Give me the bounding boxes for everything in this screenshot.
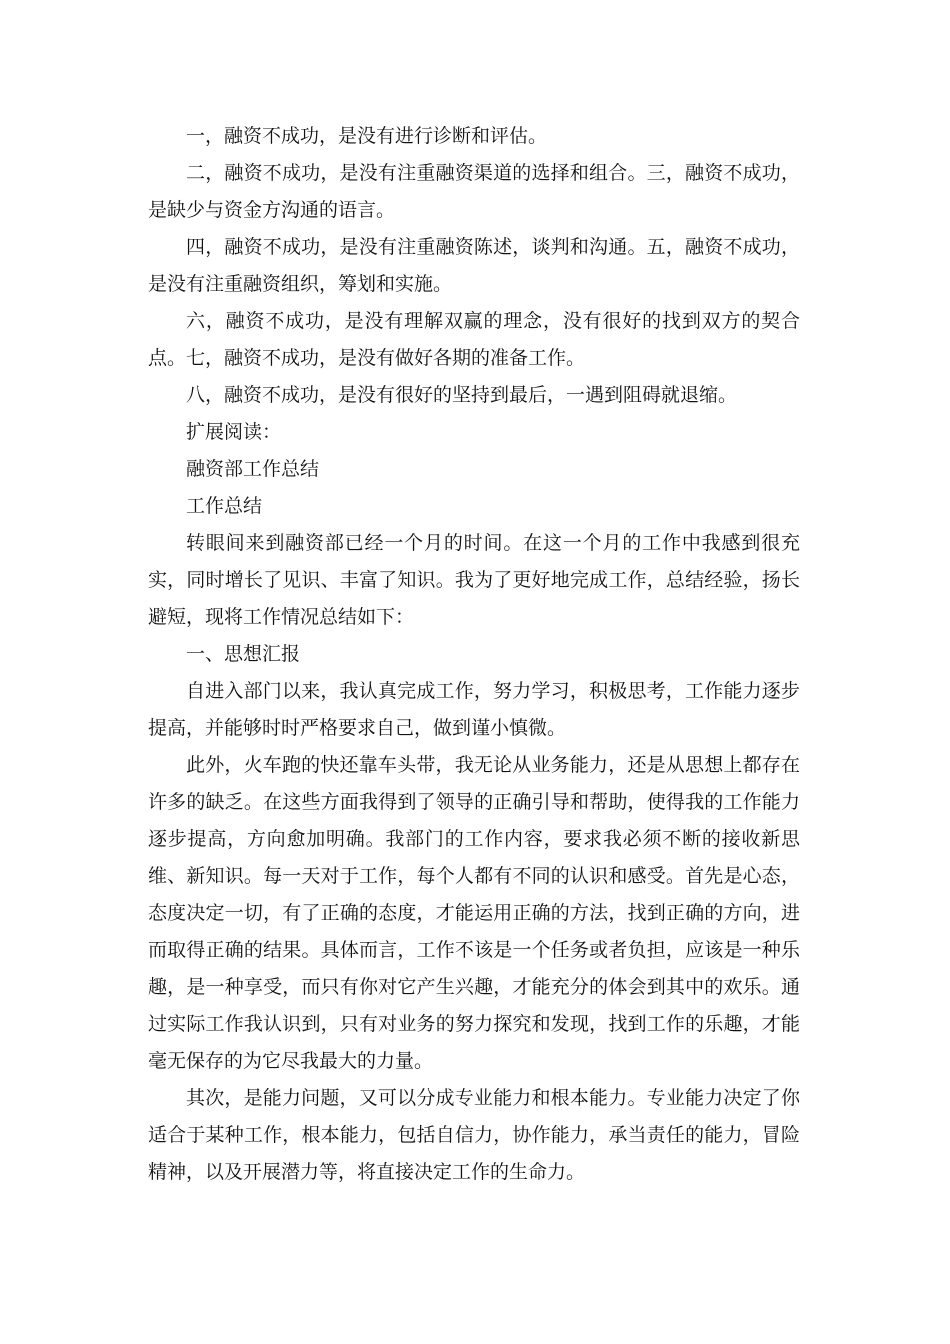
paragraph-since-joining: 自进入部门以来，我认真完成工作，努力学习，积极思考，工作能力逐步提高，并能够时时严格要求自己，做到谨小慎微。 xyxy=(148,680,800,739)
paragraph-5: 八，融资不成功，是没有很好的坚持到最后，一遇到阻碍就退缩。 xyxy=(186,384,738,406)
paragraph-moreover: 此外，火车跑的快还靠车头带，我无论从业务能力，还是从思想上都存在许多的缺乏。在这些方面我得到了领导的正确引导和帮助，使得我的工作能力逐步提高，方向愈加明确。我部门的工作内容，要求我必须不断的接收新思维、新知识。每一天对于工作，每个人都有不同的认识和感受。首先是心态，态度决定一切，有了正确的态度，才能运用正确的方法，找到正确的方向，进而取得正确的结果。具体而言，工作不该是一个任务或者负担，应该是一种乐趣，是一种享受，而只有你对它产生兴趣，才能充分的体会到其中的欢乐。通过实际工作我认识到，只有对业务的努力探究和发现，找到工作的乐趣，才能毫无保存的为它尽我最大的力量。 xyxy=(148,754,800,1072)
section-title: 融资部工作总结 xyxy=(186,458,320,480)
paragraph-3: 四，融资不成功，是没有注重融资陈述，谈判和沟通。五，融资不成功，是没有注重融资组织，筹划和实施。 xyxy=(148,236,800,295)
paragraph-intro: 转眼间来到融资部已经一个月的时间。在这一个月的工作中我感到很充实，同时增长了见识、丰富了知识。我为了更好地完成工作，总结经验，扬长避短，现将工作情况总结如下： xyxy=(148,532,800,628)
subsection-title: 工作总结 xyxy=(186,495,263,517)
heading-thought-report: 一、思想汇报 xyxy=(186,643,301,665)
paragraph-4: 六，融资不成功，是没有理解双赢的理念，没有很好的找到双方的契合点。七，融资不成功，是没有做好各期的准备工作。 xyxy=(148,310,800,369)
paragraph-2: 二，融资不成功，是没有注重融资渠道的选择和组合。三，融资不成功，是缺少与资金方沟通的语言。 xyxy=(148,162,800,221)
extended-reading-label: 扩展阅读： xyxy=(186,421,282,443)
document-page xyxy=(148,118,800,1191)
paragraph-secondly: 其次，是能力问题，又可以分成专业能力和根本能力。专业能力决定了你适合于某种工作，根本能力，包括自信力，协作能力，承当责任的能力，冒险精神，以及开展潜力等，将直接决定工作的生命力。 xyxy=(148,1087,800,1183)
paragraph-1: 一，融资不成功，是没有进行诊断和评估。 xyxy=(186,125,548,147)
